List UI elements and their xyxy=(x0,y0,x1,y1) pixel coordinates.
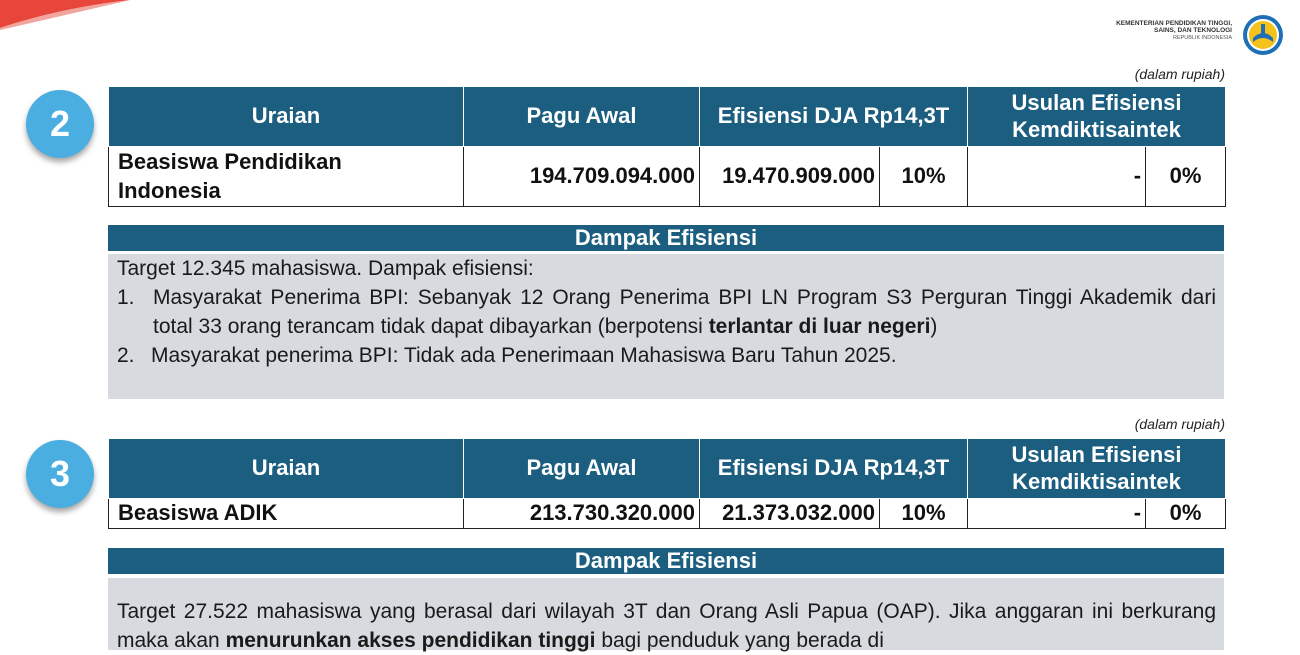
cell-uraian-line1: Beasiswa Pendidikan xyxy=(118,148,342,174)
impact-bold-text: menurunkan akses pendidikan tinggi xyxy=(225,629,596,652)
impact-header-section-3: Dampak Efisiensi xyxy=(108,548,1224,574)
col-header-usulan xyxy=(968,439,1226,499)
col-header-uraian: Uraian xyxy=(109,439,464,499)
cell-pagu-awal: 213.730.320.000 xyxy=(464,499,700,529)
col-header-pagu-awal: Pagu Awal xyxy=(464,439,700,499)
table-row xyxy=(109,147,1226,207)
cell-pagu-awal: 194.709.094.000 xyxy=(464,147,700,207)
corner-swoosh-decoration xyxy=(0,0,130,30)
budget-table-section-2 xyxy=(108,86,1226,207)
cell-usulan-pct: 0% xyxy=(1146,147,1226,207)
table-row xyxy=(109,499,1226,529)
impact-body-section-2 xyxy=(108,254,1224,399)
list-item-text-end: ) xyxy=(930,315,938,338)
table-header-row xyxy=(109,87,1226,147)
unit-note-section-3: (dalam rupiah) xyxy=(1134,416,1225,432)
col-header-usulan-line1: Usulan Efisiensi xyxy=(1011,90,1182,116)
cell-usulan: - xyxy=(968,499,1146,529)
list-item xyxy=(117,283,1216,341)
cell-usulan-pct: 0% xyxy=(1146,499,1226,529)
table-header-row xyxy=(109,439,1226,499)
list-item-text: Masyarakat penerima BPI: Tidak ada Penerimaan Mahasiswa Baru Tahun 2025. xyxy=(151,344,897,367)
ministry-name-line2: SAINS, DAN TEKNOLOGI xyxy=(1153,27,1232,35)
col-header-usulan-line2: Kemdiktisaintek xyxy=(1012,116,1181,142)
col-header-uraian: Uraian xyxy=(109,87,464,147)
cell-efisiensi-pct: 10% xyxy=(880,499,968,529)
unit-note-section-2: (dalam rupiah) xyxy=(1134,66,1225,82)
impact-paragraph xyxy=(117,597,1216,655)
cell-uraian-line2: Indonesia xyxy=(118,177,221,203)
section-number-badge-2: 2 xyxy=(26,90,94,158)
impact-text: Target 27.522 mahasiswa yang berasal dari wilayah 3T dan Orang Asli Papua (OAP). Jika anggaran ini berkurang maka akan xyxy=(117,600,1216,652)
col-header-pagu-awal: Pagu Awal xyxy=(464,87,700,147)
list-item-number: 2. xyxy=(117,344,135,367)
cell-efisiensi-dja: 19.470.909.000 xyxy=(700,147,880,207)
cell-uraian xyxy=(109,147,464,207)
cell-efisiensi-pct: 10% xyxy=(880,147,968,207)
impact-header-section-2: Dampak Efisiensi xyxy=(108,225,1224,251)
cell-uraian: Beasiswa ADIK xyxy=(109,499,464,529)
col-header-efisiensi-dja: Efisiensi DJA Rp14,3T xyxy=(700,439,968,499)
impact-list xyxy=(117,283,1216,370)
list-item-number: 1. xyxy=(117,286,135,309)
impact-intro: Target 12.345 mahasiswa. Dampak efisiensi: xyxy=(117,257,534,280)
list-item-text: Masyarakat Penerima BPI: Sebanyak 12 Orang Penerima BPI LN Program S3 Perguran Tinggi Akademik dari total 33 orang terancam tidak dapat dibayarkan (berpotensi xyxy=(153,286,1216,338)
cell-efisiensi-dja: 21.373.032.000 xyxy=(700,499,880,529)
section-number-badge-3: 3 xyxy=(26,440,94,508)
ministry-emblem-icon xyxy=(1242,14,1284,56)
list-item xyxy=(117,341,1216,370)
ministry-country: REPUBLIK INDONESIA xyxy=(1173,34,1232,41)
col-header-usulan xyxy=(968,87,1226,147)
ministry-logo-text xyxy=(1116,20,1232,41)
impact-text-end: bagi penduduk yang berada di xyxy=(595,629,884,652)
budget-table-section-3 xyxy=(108,438,1226,529)
col-header-efisiensi-dja: Efisiensi DJA Rp14,3T xyxy=(700,87,968,147)
ministry-name-line1: KEMENTERIAN PENDIDIKAN TINGGI, xyxy=(1116,20,1232,27)
cell-usulan: - xyxy=(968,147,1146,207)
list-item-bold-text: terlantar di luar negeri xyxy=(708,315,931,338)
col-header-usulan-line2: Kemdiktisaintek xyxy=(1012,468,1181,494)
impact-body-section-3 xyxy=(108,578,1224,650)
col-header-usulan-line1: Usulan Efisiensi xyxy=(1011,442,1182,468)
